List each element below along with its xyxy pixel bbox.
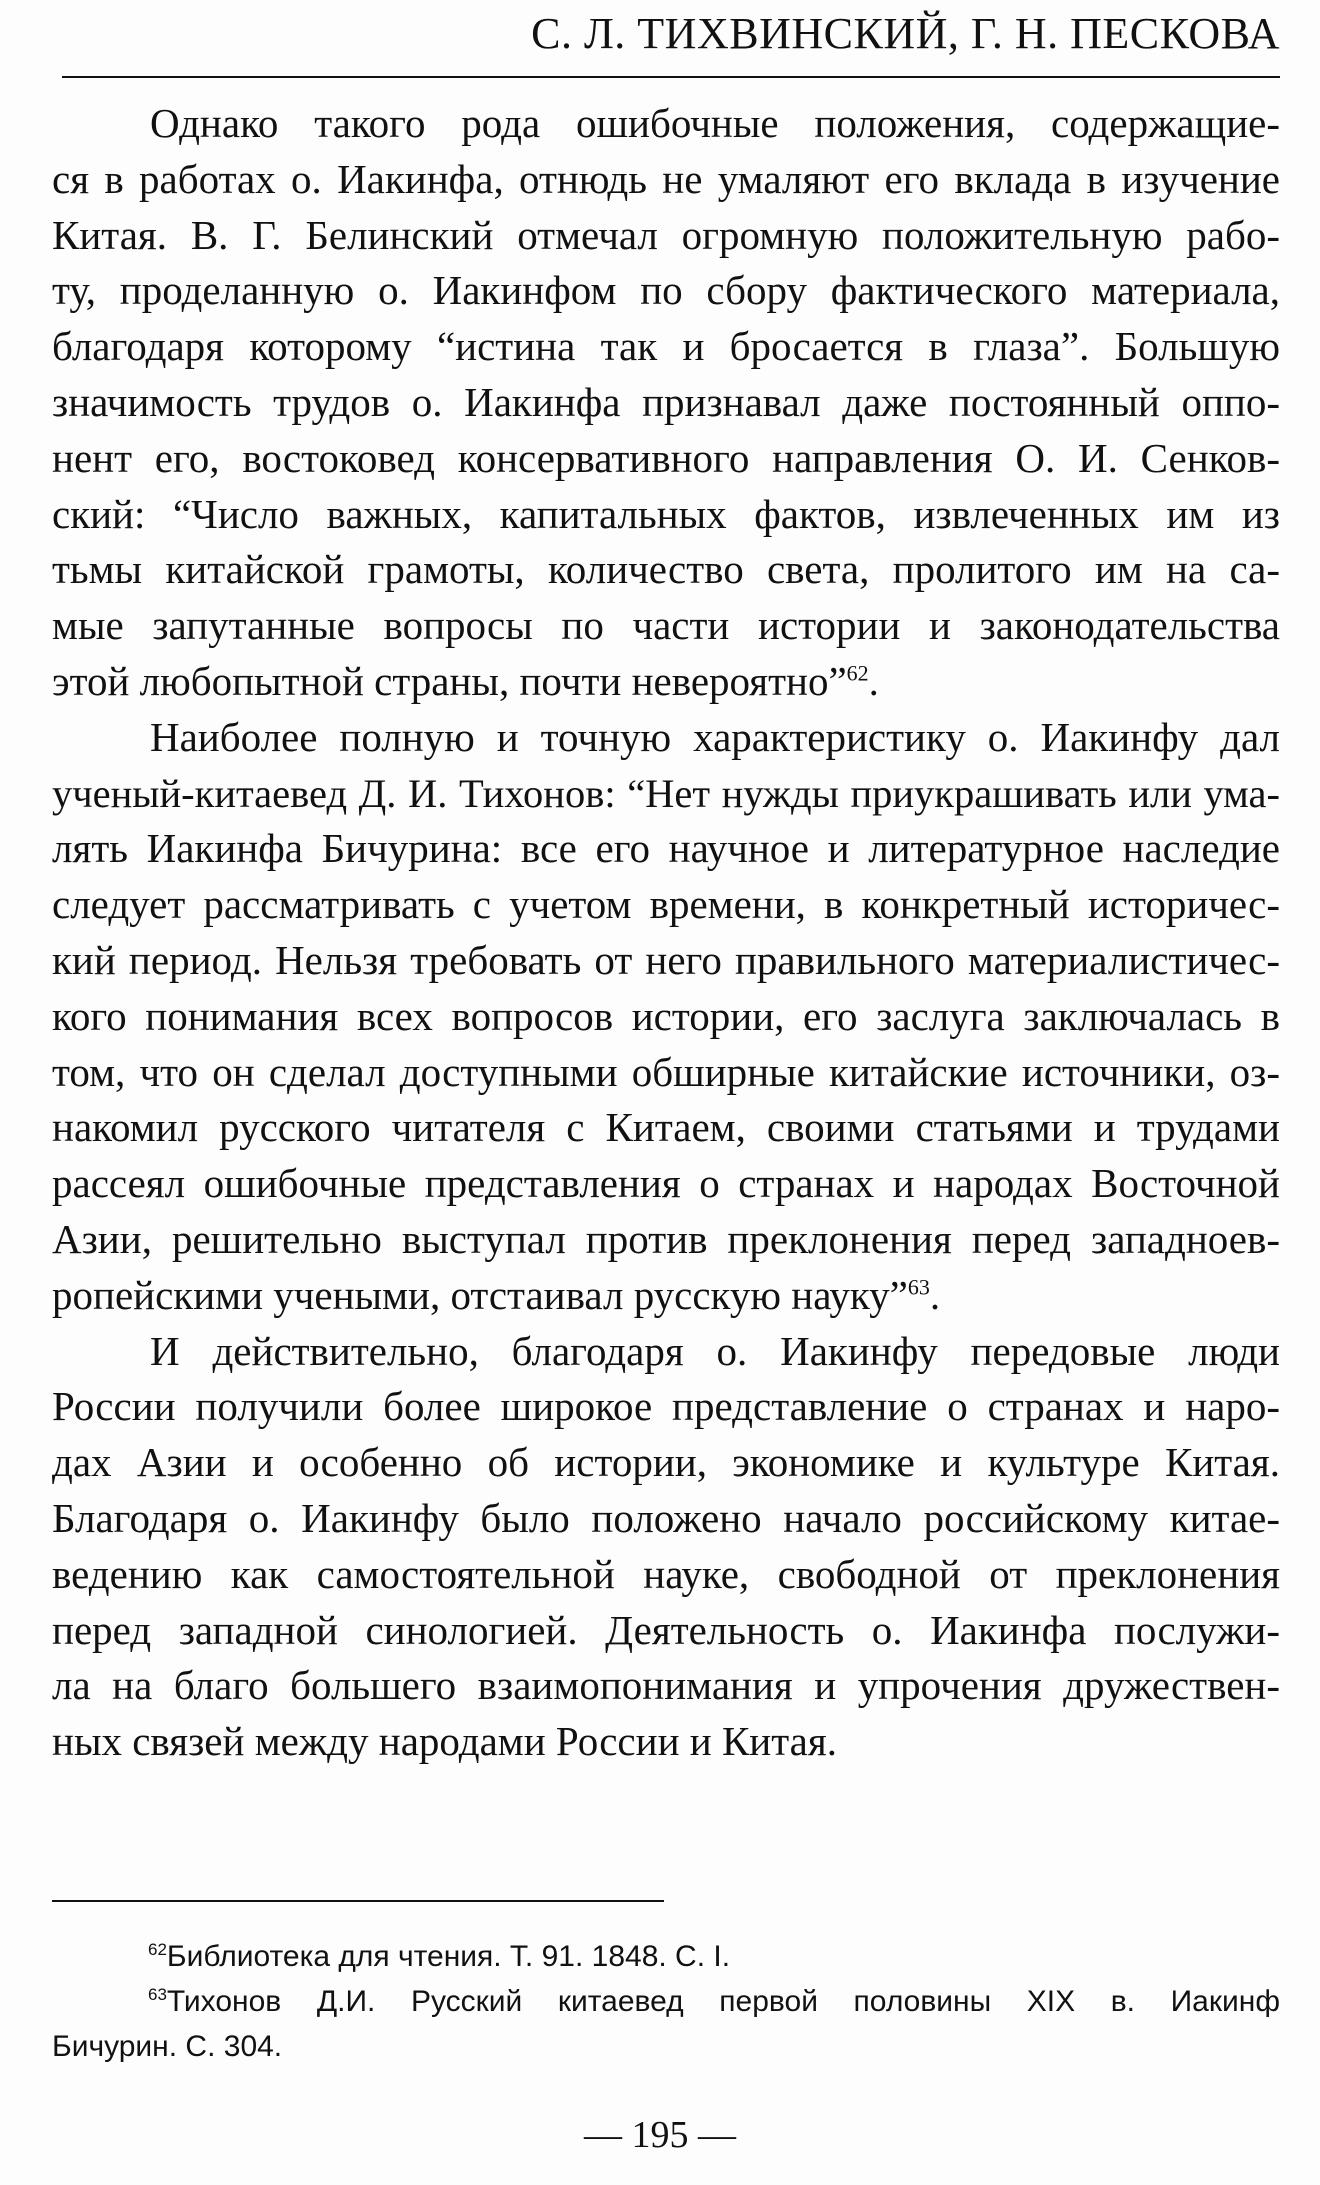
text-line: России получили более широкое представление о странах и наро- bbox=[52, 1383, 1280, 1430]
text-line: ученый-китаевед Д. И. Тихонов: “Нет нужды приукрашивать или ума- bbox=[52, 770, 1280, 816]
text-line: благодаря которому “истина так и бросается в глаза”. Большую bbox=[52, 323, 1280, 370]
footnotes bbox=[52, 1934, 1280, 2069]
header-rule bbox=[62, 76, 1280, 78]
text-line: кого понимания всех вопросов истории, его заслуга заключалась в bbox=[52, 992, 1280, 1039]
footnote-ref-62[interactable]: 62 bbox=[846, 660, 869, 686]
running-head: С. Л. ТИХВИНСКИЙ, Г. Н. ПЕСКОВА bbox=[531, 9, 1280, 58]
footnote-63-continuation: Бичурин. С. 304. bbox=[52, 2030, 283, 2063]
text-line: тьмы китайской грамоты, количество света, пролитого им на са- bbox=[52, 546, 1280, 593]
text-line: значимость трудов о. Иакинфа признавал даже постоянный оппо- bbox=[52, 378, 1280, 425]
body-text bbox=[52, 96, 1280, 1770]
text-line-content: ропейскими учеными, отстаивал русскую науку” bbox=[52, 1271, 908, 1318]
text-line: ла на благо большего взаимопонимания и упрочения дружествен- bbox=[52, 1662, 1280, 1709]
text-line: накомил русского читателя с Китаем, своими статьями и трудами bbox=[52, 1104, 1280, 1151]
text-line: лять Иакинфа Бичурина: все его научное и литературное наследие bbox=[52, 825, 1280, 872]
text-line: следует рассматривать с учетом времени, в конкретный историчес- bbox=[52, 881, 1280, 928]
text-line: Однако такого рода ошибочные положения, содержащие- bbox=[150, 100, 1280, 146]
text-line: Китая. В. Г. Белинский отмечал огромную положительную рабо- bbox=[52, 211, 1280, 258]
line-tail: . bbox=[929, 1271, 941, 1318]
text-line: дах Азии и особенно об истории, экономике и культуре Китая. bbox=[52, 1439, 1280, 1486]
text-line: Азии, решительно выступал против преклонения перед западноев- bbox=[52, 1215, 1280, 1262]
page-number: — 195 — bbox=[584, 2114, 736, 2156]
text-line: нент его, востоковед консервативного направления О. И. Сенков- bbox=[52, 434, 1280, 481]
text-line: ведению как самостоятельной науке, свободной от преклонения bbox=[52, 1550, 1280, 1597]
text-line: мые запутанные вопросы по части истории и законодательства bbox=[52, 602, 1280, 649]
paragraph-1 bbox=[52, 96, 1280, 710]
footnote-text: Тихонов Д.И. Русский китаевед первой половины XIX в. Иакинф bbox=[166, 1985, 1280, 2018]
text-line: кий период. Нельзя требовать от него правильного материалистичес- bbox=[52, 936, 1280, 983]
text-line: ту, проделанную о. Иакинфом по сбору фактического материала, bbox=[52, 267, 1280, 314]
text-line: ский: “Число важных, капитальных фактов, извлеченных им из bbox=[52, 490, 1280, 537]
text-line: том, что он сделал доступными обширные китайские источники, оз- bbox=[52, 1048, 1280, 1095]
text-line: рассеял ошибочные представления о странах и народах Восточной bbox=[52, 1160, 1280, 1207]
footnote-number: 63 bbox=[148, 1985, 167, 2004]
footnote-ref-63[interactable]: 63 bbox=[907, 1274, 930, 1300]
paragraph-3 bbox=[52, 1324, 1280, 1770]
text-line: перед западной синологией. Деятельность о. Иакинфа послужи- bbox=[52, 1606, 1280, 1653]
paragraph-2 bbox=[52, 710, 1280, 1324]
text-line bbox=[52, 1268, 1280, 1324]
text-line: ся в работах о. Иакинфа, отнюдь не умаляют его вклада в изучение bbox=[52, 155, 1280, 202]
text-line-content: этой любопытной страны, почти невероятно” bbox=[52, 657, 847, 704]
text-line bbox=[52, 654, 1280, 710]
footnote-text: Библиотека для чтения. Т. 91. 1848. С. I. bbox=[166, 1940, 731, 1973]
footnote-number: 62 bbox=[148, 1940, 167, 1959]
text-line: Благодаря о. Иакинфу было положено начало российскому китае- bbox=[52, 1494, 1280, 1541]
footnote-62 bbox=[52, 1934, 1280, 1979]
line-tail: . bbox=[868, 657, 879, 704]
text-line: Наиболее полную и точную характеристику о. Иакинфу дал bbox=[150, 713, 1280, 760]
footnote-separator bbox=[52, 1900, 664, 1902]
footnote-63 bbox=[52, 1979, 1280, 2024]
text-line: И действительно, благодаря о. Иакинфу передовые люди bbox=[150, 1327, 1280, 1374]
text-line: ных связей между народами России и Китая. bbox=[52, 1718, 837, 1765]
